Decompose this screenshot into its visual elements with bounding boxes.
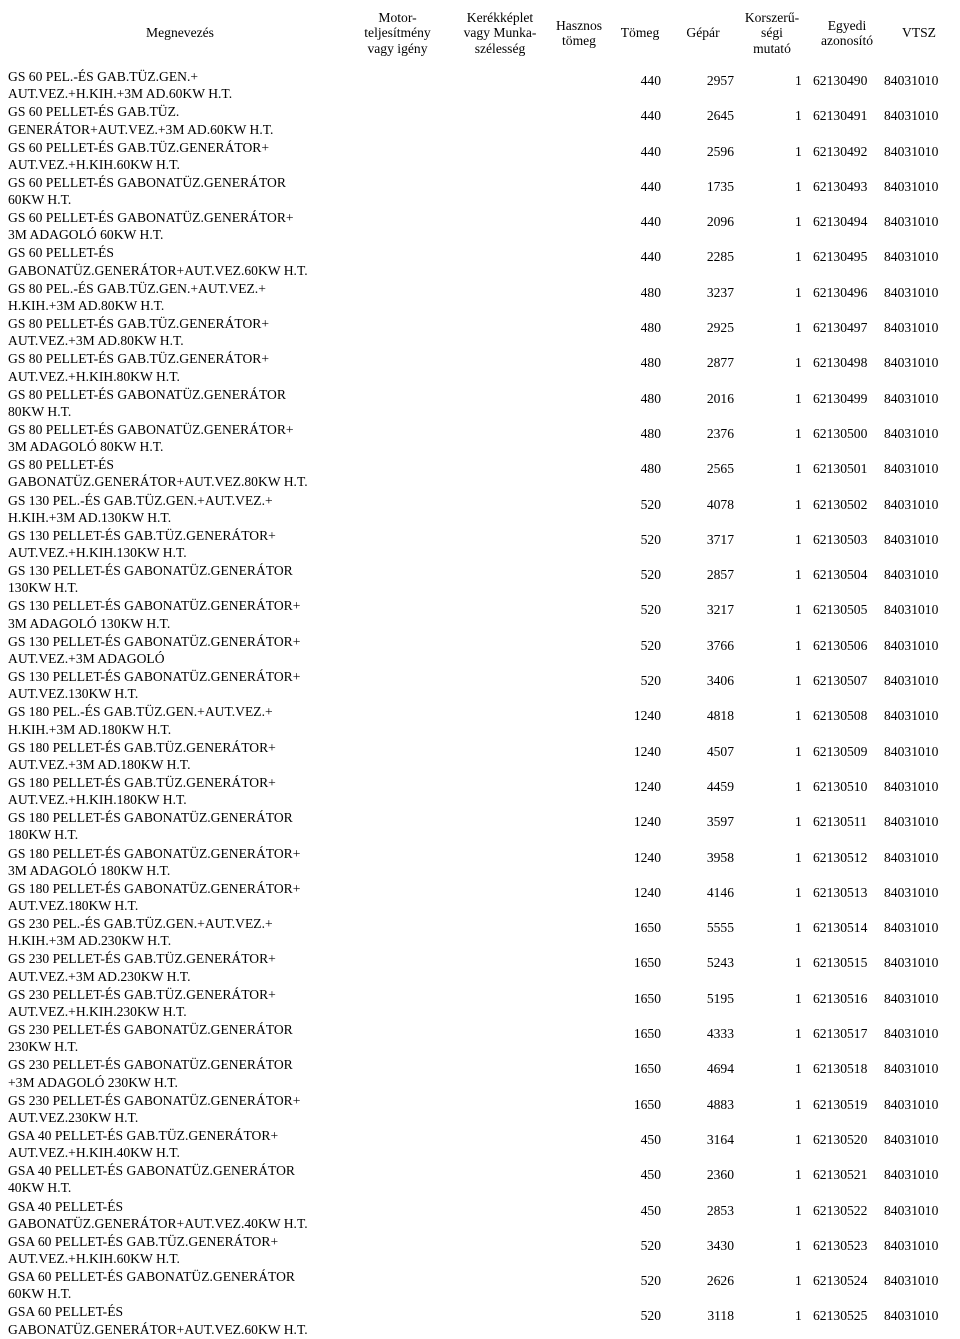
header-vtsz: VTSZ <box>902 25 936 41</box>
tomeg-value: 520 <box>640 673 661 689</box>
table-row <box>0 913 960 948</box>
product-name: GS 180 PELLET-ÉS GABONATÜZ.GENERÁTOR 180KW H.T. <box>8 810 293 843</box>
gepar-value: 4507 <box>706 743 734 759</box>
table-row <box>0 595 960 630</box>
gepar-value: 2645 <box>706 108 734 124</box>
gepar-value: 3430 <box>706 1237 734 1253</box>
gepar-value: 4694 <box>706 1061 734 1077</box>
tomeg-value: 520 <box>640 531 661 547</box>
tomeg-value: 450 <box>640 1131 661 1147</box>
egyedi-azonosito-value: 62130522 <box>813 1202 868 1218</box>
tomeg-value: 520 <box>640 1273 661 1289</box>
table-row <box>0 66 960 101</box>
egyedi-azonosito-value: 62130503 <box>813 531 868 547</box>
product-name: GS 60 PELLET-ÉS GAB.TÜZ.GENERÁTOR+ AUT.VEZ.+H.KIH.60KW H.T. <box>8 139 270 172</box>
korszerusegi-mutato-value: 1 <box>795 1061 802 1077</box>
korszerusegi-mutato-value: 1 <box>795 496 802 512</box>
product-name: GS 80 PELLET-ÉS GABONATÜZ.GENERÁTOR 80KW H.T. <box>8 386 286 419</box>
egyedi-azonosito-value: 62130495 <box>813 249 868 265</box>
gepar-value: 5555 <box>706 920 734 936</box>
product-name: GS 130 PELLET-ÉS GABONATÜZ.GENERÁTOR+ AUT.VEZ.+3M ADAGOLÓ <box>8 633 301 666</box>
table-row <box>0 1090 960 1125</box>
product-name: GSA 60 PELLET-ÉS GAB.TÜZ.GENERÁTOR+ AUT.VEZ.+H.KIH.60KW H.T. <box>8 1233 279 1266</box>
table-row <box>0 807 960 842</box>
egyedi-azonosito-value: 62130493 <box>813 178 868 194</box>
table-row <box>0 207 960 242</box>
table-row <box>0 1160 960 1195</box>
tomeg-value: 480 <box>640 355 661 371</box>
product-name: GS 230 PELLET-ÉS GAB.TÜZ.GENERÁTOR+ AUT.VEZ.+H.KIH.230KW H.T. <box>8 986 276 1019</box>
korszerusegi-mutato-value: 1 <box>795 1096 802 1112</box>
korszerusegi-mutato-value: 1 <box>795 602 802 618</box>
egyedi-azonosito-value: 62130517 <box>813 1026 868 1042</box>
tomeg-value: 440 <box>640 249 661 265</box>
table-row <box>0 984 960 1019</box>
gepar-value: 2285 <box>706 249 734 265</box>
gepar-value: 2626 <box>706 1273 734 1289</box>
gepar-value: 4078 <box>706 496 734 512</box>
product-name: GS 130 PELLET-ÉS GABONATÜZ.GENERÁTOR+ 3M ADAGOLÓ 130KW H.T. <box>8 598 301 631</box>
product-name: GS 230 PEL.-ÉS GAB.TÜZ.GEN.+AUT.VEZ.+ H.KIH.+3M AD.230KW H.T. <box>8 916 273 949</box>
vtsz-value: 84031010 <box>884 178 939 194</box>
gepar-value: 2360 <box>706 1167 734 1183</box>
gepar-value: 5243 <box>706 955 734 971</box>
tomeg-value: 440 <box>640 143 661 159</box>
vtsz-value: 84031010 <box>884 990 939 1006</box>
vtsz-value: 84031010 <box>884 1273 939 1289</box>
vtsz-value: 84031010 <box>884 390 939 406</box>
product-name: GS 130 PELLET-ÉS GABONATÜZ.GENERÁTOR 130KW H.T. <box>8 563 293 596</box>
vtsz-value: 84031010 <box>884 814 939 830</box>
vtsz-value: 84031010 <box>884 920 939 936</box>
tomeg-value: 520 <box>640 1237 661 1253</box>
header-tomeg: Tömeg <box>620 25 660 41</box>
table-row <box>0 737 960 772</box>
egyedi-azonosito-value: 62130504 <box>813 567 868 583</box>
product-name: GS 230 PELLET-ÉS GAB.TÜZ.GENERÁTOR+ AUT.VEZ.+3M AD.230KW H.T. <box>8 951 276 984</box>
gepar-value: 2565 <box>706 461 734 477</box>
product-name: GS 180 PELLET-ÉS GABONATÜZ.GENERÁTOR+ 3M ADAGOLÓ 180KW H.T. <box>8 845 301 878</box>
egyedi-azonosito-value: 62130509 <box>813 743 868 759</box>
tomeg-value: 450 <box>640 1202 661 1218</box>
table-row <box>0 278 960 313</box>
vtsz-value: 84031010 <box>884 214 939 230</box>
table-row <box>0 313 960 348</box>
egyedi-azonosito-value: 62130501 <box>813 461 868 477</box>
tomeg-value: 520 <box>640 1308 661 1324</box>
gepar-value: 3717 <box>706 531 734 547</box>
vtsz-value: 84031010 <box>884 425 939 441</box>
korszerusegi-mutato-value: 1 <box>795 955 802 971</box>
korszerusegi-mutato-value: 1 <box>795 920 802 936</box>
gepar-value: 3217 <box>706 602 734 618</box>
egyedi-azonosito-value: 62130510 <box>813 778 868 794</box>
korszerusegi-mutato-value: 1 <box>795 73 802 88</box>
tomeg-value: 1240 <box>633 778 661 794</box>
vtsz-value: 84031010 <box>884 1096 939 1112</box>
product-name: GS 230 PELLET-ÉS GABONATÜZ.GENERÁTOR+ AUT.VEZ.230KW H.T. <box>8 1092 301 1125</box>
tomeg-value: 450 <box>640 1167 661 1183</box>
table-row <box>0 384 960 419</box>
gepar-value: 4818 <box>706 708 734 724</box>
product-name: GS 80 PELLET-ÉS GABONATÜZ.GENERÁTOR+ 3M ADAGOLÓ 80KW H.T. <box>8 421 294 455</box>
egyedi-azonosito-value: 62130498 <box>813 355 868 371</box>
table-row <box>0 1019 960 1054</box>
product-name: GS 60 PELLET-ÉS GABONATÜZ.GENERÁTOR+ 3M ADAGOLÓ 60KW H.T. <box>8 210 294 243</box>
egyedi-azonosito-value: 62130492 <box>813 143 868 159</box>
product-name: GS 60 PELLET-ÉS GABONATÜZ.GENERÁTOR+AUT.VEZ.60KW H.T. <box>8 245 308 278</box>
korszerusegi-mutato-value: 1 <box>795 178 802 194</box>
product-name: GS 60 PEL.-ÉS GAB.TÜZ.GEN.+ AUT.VEZ.+H.KIH.+3M AD.60KW H.T. <box>8 69 233 102</box>
vtsz-value: 84031010 <box>884 884 939 900</box>
tomeg-value: 440 <box>640 214 661 230</box>
egyedi-azonosito-value: 62130514 <box>813 920 868 936</box>
korszerusegi-mutato-value: 1 <box>795 778 802 794</box>
gepar-value: 4459 <box>706 778 734 794</box>
table-row <box>0 666 960 701</box>
product-name: GSA 40 PELLET-ÉS GABONATÜZ.GENERÁTOR 40KW H.T. <box>8 1163 295 1196</box>
gepar-value: 2877 <box>706 355 734 371</box>
korszerusegi-mutato-value: 1 <box>795 990 802 1006</box>
vtsz-value: 84031010 <box>884 496 939 512</box>
tomeg-value: 1240 <box>633 849 661 865</box>
tomeg-value: 480 <box>640 284 661 300</box>
header-megnevezes: Megnevezés <box>146 25 214 41</box>
tomeg-value: 1650 <box>633 920 661 936</box>
table-row <box>0 137 960 172</box>
korszerusegi-mutato-value: 1 <box>795 884 802 900</box>
header-egyedi-azonosito: Egyedi azonosító <box>820 17 874 48</box>
korszerusegi-mutato-value: 1 <box>795 143 802 159</box>
vtsz-value: 84031010 <box>884 1167 939 1183</box>
tomeg-value: 440 <box>640 108 661 124</box>
gepar-value: 3237 <box>706 284 734 300</box>
korszerusegi-mutato-value: 1 <box>795 320 802 336</box>
egyedi-azonosito-value: 62130502 <box>813 496 868 512</box>
korszerusegi-mutato-value: 1 <box>795 531 802 547</box>
korszerusegi-mutato-value: 1 <box>795 637 802 653</box>
header-kerekkeplet: Kerékképlet vagy Munka- szélesség <box>463 9 537 56</box>
gepar-value: 2096 <box>706 214 734 230</box>
korszerusegi-mutato-value: 1 <box>795 425 802 441</box>
table-row <box>0 701 960 736</box>
vtsz-value: 84031010 <box>884 143 939 159</box>
korszerusegi-mutato-value: 1 <box>795 214 802 230</box>
product-name: GS 80 PELLET-ÉS GABONATÜZ.GENERÁTOR+AUT.VEZ.80KW H.T. <box>8 457 308 490</box>
vtsz-value: 84031010 <box>884 602 939 618</box>
vtsz-value: 84031010 <box>884 708 939 724</box>
egyedi-azonosito-value: 62130491 <box>813 108 868 124</box>
vtsz-value: 84031010 <box>884 1131 939 1147</box>
egyedi-azonosito-value: 62130507 <box>813 673 868 689</box>
table-row <box>0 1301 960 1336</box>
vtsz-value: 84031010 <box>884 461 939 477</box>
egyedi-azonosito-value: 62130513 <box>813 884 868 900</box>
gepar-value: 2016 <box>706 390 734 406</box>
tomeg-value: 520 <box>640 496 661 512</box>
tomeg-value: 1240 <box>633 743 661 759</box>
header-gepar: Gépár <box>686 25 720 41</box>
tomeg-value: 1650 <box>633 990 661 1006</box>
tomeg-value: 1650 <box>633 955 661 971</box>
vtsz-value: 84031010 <box>884 955 939 971</box>
tomeg-value: 1650 <box>633 1096 661 1112</box>
gepar-value: 3118 <box>707 1308 734 1324</box>
gepar-value: 3766 <box>706 637 734 653</box>
egyedi-azonosito-value: 62130511 <box>813 814 867 830</box>
tomeg-value: 1650 <box>633 1061 661 1077</box>
gepar-value: 2376 <box>706 425 734 441</box>
korszerusegi-mutato-value: 1 <box>795 673 802 689</box>
egyedi-azonosito-value: 62130525 <box>813 1308 868 1324</box>
korszerusegi-mutato-value: 1 <box>795 1273 802 1289</box>
table-row <box>0 1196 960 1231</box>
tomeg-value: 1650 <box>633 1026 661 1042</box>
table-row <box>0 419 960 454</box>
korszerusegi-mutato-value: 1 <box>795 390 802 406</box>
product-name: GS 60 PELLET-ÉS GABONATÜZ.GENERÁTOR 60KW H.T. <box>8 174 286 208</box>
vtsz-value: 84031010 <box>884 1026 939 1042</box>
table-row <box>0 490 960 525</box>
gepar-value: 4333 <box>706 1026 734 1042</box>
korszerusegi-mutato-value: 1 <box>795 567 802 583</box>
product-name: GS 60 PELLET-ÉS GAB.TÜZ. GENERÁTOR+AUT.VEZ.+3M AD.60KW H.T. <box>8 104 274 137</box>
gepar-value: 3958 <box>706 849 734 865</box>
header-motor-teljesitmeny: Motor- teljesítmény vagy igény <box>364 9 431 56</box>
egyedi-azonosito-value: 62130506 <box>813 637 868 653</box>
egyedi-azonosito-value: 62130494 <box>813 214 868 230</box>
korszerusegi-mutato-value: 1 <box>795 1167 802 1183</box>
egyedi-azonosito-value: 62130516 <box>813 990 868 1006</box>
table-row <box>0 1231 960 1266</box>
vtsz-value: 84031010 <box>884 284 939 300</box>
gepar-value: 3164 <box>706 1131 734 1147</box>
tomeg-value: 480 <box>640 390 661 406</box>
product-name: GS 180 PELLET-ÉS GABONATÜZ.GENERÁTOR+ AUT.VEZ.180KW H.T. <box>8 880 301 914</box>
vtsz-value: 84031010 <box>884 849 939 865</box>
tomeg-value: 440 <box>640 178 661 194</box>
product-name: GS 80 PELLET-ÉS GAB.TÜZ.GENERÁTOR+ AUT.VEZ.+H.KIH.80KW H.T. <box>8 351 270 384</box>
product-name: GS 130 PELLET-ÉS GAB.TÜZ.GENERÁTOR+ AUT.VEZ.+H.KIH.130KW H.T. <box>8 527 276 561</box>
gepar-value: 2853 <box>706 1202 734 1218</box>
product-name: GS 130 PEL.-ÉS GAB.TÜZ.GEN.+AUT.VEZ.+ H.KIH.+3M AD.130KW H.T. <box>8 492 273 525</box>
egyedi-azonosito-value: 62130515 <box>813 955 868 971</box>
korszerusegi-mutato-value: 1 <box>795 1308 802 1324</box>
product-name: GS 180 PELLET-ÉS GAB.TÜZ.GENERÁTOR+ AUT.VEZ.+H.KIH.180KW H.T. <box>8 774 276 808</box>
table-row <box>0 242 960 277</box>
tomeg-value: 480 <box>640 320 661 336</box>
tomeg-value: 1240 <box>633 884 661 900</box>
egyedi-azonosito-value: 62130496 <box>813 284 868 300</box>
tomeg-value: 520 <box>640 637 661 653</box>
korszerusegi-mutato-value: 1 <box>795 1131 802 1147</box>
gepar-value: 2957 <box>706 73 734 88</box>
egyedi-azonosito-value: 62130499 <box>813 390 868 406</box>
table-row <box>0 454 960 489</box>
vtsz-value: 84031010 <box>884 1061 939 1077</box>
vtsz-value: 84031010 <box>884 1308 939 1324</box>
product-name: GSA 60 PELLET-ÉS GABONATÜZ.GENERÁTOR 60KW H.T. <box>8 1269 295 1302</box>
table-row <box>0 1054 960 1089</box>
product-name: GS 80 PEL.-ÉS GAB.TÜZ.GEN.+AUT.VEZ.+ H.KIH.+3M AD.80KW H.T. <box>8 280 266 313</box>
tomeg-value: 480 <box>640 425 661 441</box>
korszerusegi-mutato-value: 1 <box>795 461 802 477</box>
vtsz-value: 84031010 <box>884 531 939 547</box>
egyedi-azonosito-value: 62130519 <box>813 1096 868 1112</box>
korszerusegi-mutato-value: 1 <box>795 743 802 759</box>
tomeg-value: 440 <box>640 73 661 88</box>
table-header <box>0 0 960 66</box>
product-name: GS 230 PELLET-ÉS GABONATÜZ.GENERÁTOR +3M ADAGOLÓ 230KW H.T. <box>8 1057 293 1090</box>
product-name: GS 180 PELLET-ÉS GAB.TÜZ.GENERÁTOR+ AUT.VEZ.+3M AD.180KW H.T. <box>8 739 276 772</box>
table-row <box>0 772 960 807</box>
korszerusegi-mutato-value: 1 <box>795 249 802 265</box>
product-name: GSA 60 PELLET-ÉS GABONATÜZ.GENERÁTOR+AUT.VEZ.60KW H.T. <box>8 1304 308 1337</box>
table-row <box>0 560 960 595</box>
korszerusegi-mutato-value: 1 <box>795 814 802 830</box>
table-row <box>0 878 960 913</box>
egyedi-azonosito-value: 62130524 <box>813 1273 868 1289</box>
gepar-value: 3597 <box>706 814 734 830</box>
table-row <box>0 525 960 560</box>
gepar-value: 2925 <box>706 320 734 336</box>
egyedi-azonosito-value: 62130512 <box>813 849 868 865</box>
gepar-value: 3406 <box>706 673 734 689</box>
korszerusegi-mutato-value: 1 <box>795 284 802 300</box>
egyedi-azonosito-value: 62130518 <box>813 1061 868 1077</box>
vtsz-value: 84031010 <box>884 1202 939 1218</box>
gepar-value: 2857 <box>706 567 734 583</box>
table-row <box>0 101 960 136</box>
table-row <box>0 948 960 983</box>
egyedi-azonosito-value: 62130505 <box>813 602 868 618</box>
product-name: GS 180 PEL.-ÉS GAB.TÜZ.GEN.+AUT.VEZ.+ H.KIH.+3M AD.180KW H.T. <box>8 704 273 737</box>
table-body <box>0 66 960 1337</box>
gepar-value: 4146 <box>706 884 734 900</box>
product-name: GSA 40 PELLET-ÉS GABONATÜZ.GENERÁTOR+AUT.VEZ.40KW H.T. <box>8 1198 308 1231</box>
header-hasznos-tomeg: Hasznos tömeg <box>555 17 603 48</box>
egyedi-azonosito-value: 62130521 <box>813 1167 868 1183</box>
table-row <box>0 1125 960 1160</box>
table-row <box>0 1266 960 1301</box>
vtsz-value: 84031010 <box>884 320 939 336</box>
vtsz-value: 84031010 <box>884 73 939 88</box>
vtsz-value: 84031010 <box>884 673 939 689</box>
tomeg-value: 520 <box>640 567 661 583</box>
korszerusegi-mutato-value: 1 <box>795 849 802 865</box>
table-row <box>0 348 960 383</box>
egyedi-azonosito-value: 62130490 <box>813 73 868 88</box>
egyedi-azonosito-value: 62130497 <box>813 320 868 336</box>
gepar-value: 4883 <box>706 1096 734 1112</box>
korszerusegi-mutato-value: 1 <box>795 1237 802 1253</box>
gepar-value: 1735 <box>706 178 734 194</box>
tomeg-value: 480 <box>640 461 661 477</box>
korszerusegi-mutato-value: 1 <box>795 108 802 124</box>
tomeg-value: 520 <box>640 602 661 618</box>
tomeg-value: 1240 <box>633 708 661 724</box>
product-name: GS 230 PELLET-ÉS GABONATÜZ.GENERÁTOR 230KW H.T. <box>8 1022 293 1055</box>
vtsz-value: 84031010 <box>884 743 939 759</box>
tomeg-value: 1240 <box>633 814 661 830</box>
product-name: GSA 40 PELLET-ÉS GAB.TÜZ.GENERÁTOR+ AUT.VEZ.+H.KIH.40KW H.T. <box>8 1127 279 1161</box>
korszerusegi-mutato-value: 1 <box>795 708 802 724</box>
egyedi-azonosito-value: 62130508 <box>813 708 868 724</box>
korszerusegi-mutato-value: 1 <box>795 355 802 371</box>
header-korszerusegi-mutato: Korszerű- ségi mutató <box>744 9 800 56</box>
vtsz-value: 84031010 <box>884 637 939 653</box>
table-row <box>0 631 960 666</box>
product-name: GS 80 PELLET-ÉS GAB.TÜZ.GENERÁTOR+ AUT.VEZ.+3M AD.80KW H.T. <box>8 316 270 349</box>
vtsz-value: 84031010 <box>884 778 939 794</box>
vtsz-value: 84031010 <box>884 249 939 265</box>
table-row <box>0 843 960 878</box>
vtsz-value: 84031010 <box>884 355 939 371</box>
egyedi-azonosito-value: 62130523 <box>813 1237 868 1253</box>
korszerusegi-mutato-value: 1 <box>795 1202 802 1218</box>
egyedi-azonosito-value: 62130520 <box>813 1131 868 1147</box>
gepar-value: 5195 <box>706 990 734 1006</box>
vtsz-value: 84031010 <box>884 108 939 124</box>
gepar-value: 2596 <box>706 143 734 159</box>
vtsz-value: 84031010 <box>884 567 939 583</box>
vtsz-value: 84031010 <box>884 1237 939 1253</box>
table-row <box>0 172 960 207</box>
egyedi-azonosito-value: 62130500 <box>813 425 868 441</box>
product-name: GS 130 PELLET-ÉS GABONATÜZ.GENERÁTOR+ AUT.VEZ.130KW H.T. <box>8 669 301 702</box>
korszerusegi-mutato-value: 1 <box>795 1026 802 1042</box>
